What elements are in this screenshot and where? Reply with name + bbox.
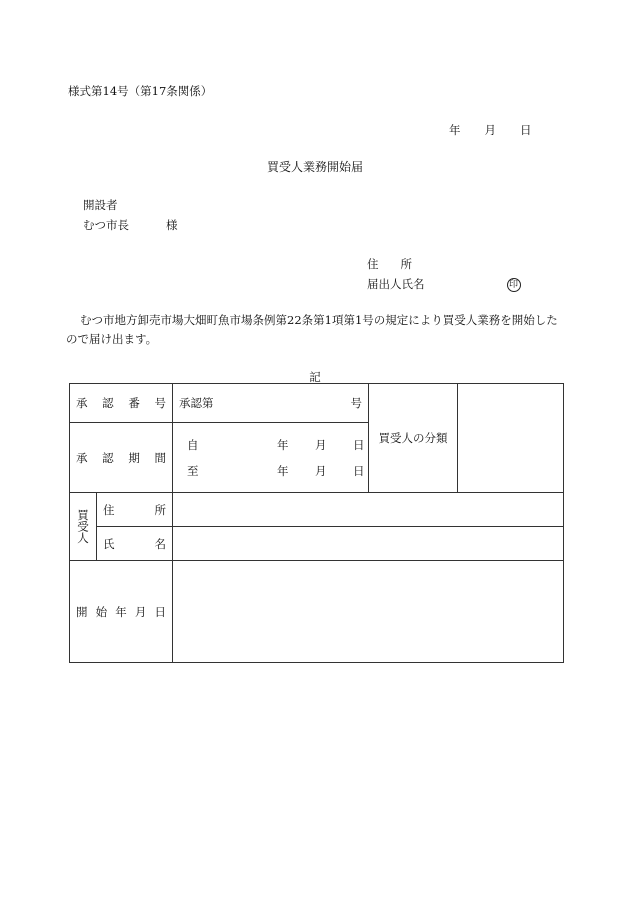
label-char: 認: [102, 396, 114, 410]
buyer-address-label: [97, 493, 173, 527]
classification-label: 買受人の分類: [369, 384, 458, 493]
addressee-honorific: 様: [166, 218, 178, 232]
buyer-label: 買受人: [76, 509, 90, 544]
date-line: [449, 122, 532, 138]
approval-number-suffix: 号: [350, 396, 362, 410]
label-char: 年: [115, 604, 127, 619]
start-date-row: [70, 561, 564, 663]
label-char: 号: [154, 396, 166, 410]
classification-value[interactable]: [458, 384, 564, 493]
period-from-year: 年: [277, 437, 289, 452]
period-to-year: 年: [277, 463, 289, 478]
applicant-block: [367, 254, 521, 294]
applicant-address-row: [367, 254, 521, 274]
period-from-day: 日: [353, 437, 365, 452]
approval-number-row: [70, 384, 564, 423]
approval-number-prefix: 承認第: [179, 396, 214, 410]
period-from-kind: 自: [187, 437, 199, 452]
label-char: 月: [134, 604, 147, 619]
label-char: 承: [76, 396, 88, 410]
label-char: 開: [76, 604, 88, 619]
label-char: 所: [154, 502, 166, 517]
start-date-value[interactable]: [173, 561, 564, 663]
buyer-label-cell: [70, 493, 97, 561]
buyer-address-row: [70, 493, 564, 527]
approval-number-label: [70, 384, 173, 423]
applicant-name-label: 届出人氏名: [367, 277, 425, 291]
period-to-kind: 至: [187, 463, 199, 478]
date-year: 年: [449, 123, 461, 137]
period-to-day: 日: [353, 463, 365, 478]
form-table: [69, 383, 564, 663]
period-from-month: 月: [315, 437, 327, 452]
approval-number-value[interactable]: [173, 384, 369, 423]
buyer-name-label: [97, 527, 173, 561]
body-text: むつ市地方卸売市場大畑町魚市場条例第22条第1項第1号の規定により買受人業務を開始したので届け出ます。: [66, 313, 558, 346]
label-char: 名: [154, 536, 166, 551]
label-char: 期: [128, 450, 140, 465]
label-char: 住: [103, 502, 115, 517]
applicant-address-label-2: 所: [400, 257, 412, 271]
label-char: 承: [76, 450, 88, 465]
start-date-label: [70, 561, 173, 663]
label-char: 認: [102, 450, 114, 465]
addressee-line1: 開設者: [83, 198, 118, 212]
label-char: 番: [128, 396, 140, 410]
approval-period-label: [70, 423, 173, 493]
label-char: 始: [95, 604, 108, 619]
ki-heading: 記: [309, 370, 321, 384]
buyer-name-value[interactable]: [173, 527, 564, 561]
label-char: 氏: [103, 536, 115, 551]
label-char: 日: [154, 604, 166, 619]
form-id: 様式第14号（第17条関係）: [68, 84, 213, 98]
addressee-name: むつ市長: [83, 218, 129, 232]
applicant-name-row: [367, 274, 521, 294]
addressee-line2: [83, 217, 178, 233]
date-month: 月: [484, 123, 496, 137]
date-day: 日: [520, 123, 532, 137]
buyer-name-row: [70, 527, 564, 561]
page-title: 買受人業務開始届: [266, 160, 363, 174]
period-to: [173, 458, 368, 484]
label-char: 間: [154, 450, 166, 465]
approval-period-value[interactable]: [173, 423, 369, 493]
applicant-address-label-1: 住: [367, 257, 379, 271]
seal-mark: 印: [507, 278, 521, 292]
buyer-address-value[interactable]: [173, 493, 564, 527]
period-from: [173, 432, 368, 458]
period-to-month: 月: [315, 463, 327, 478]
